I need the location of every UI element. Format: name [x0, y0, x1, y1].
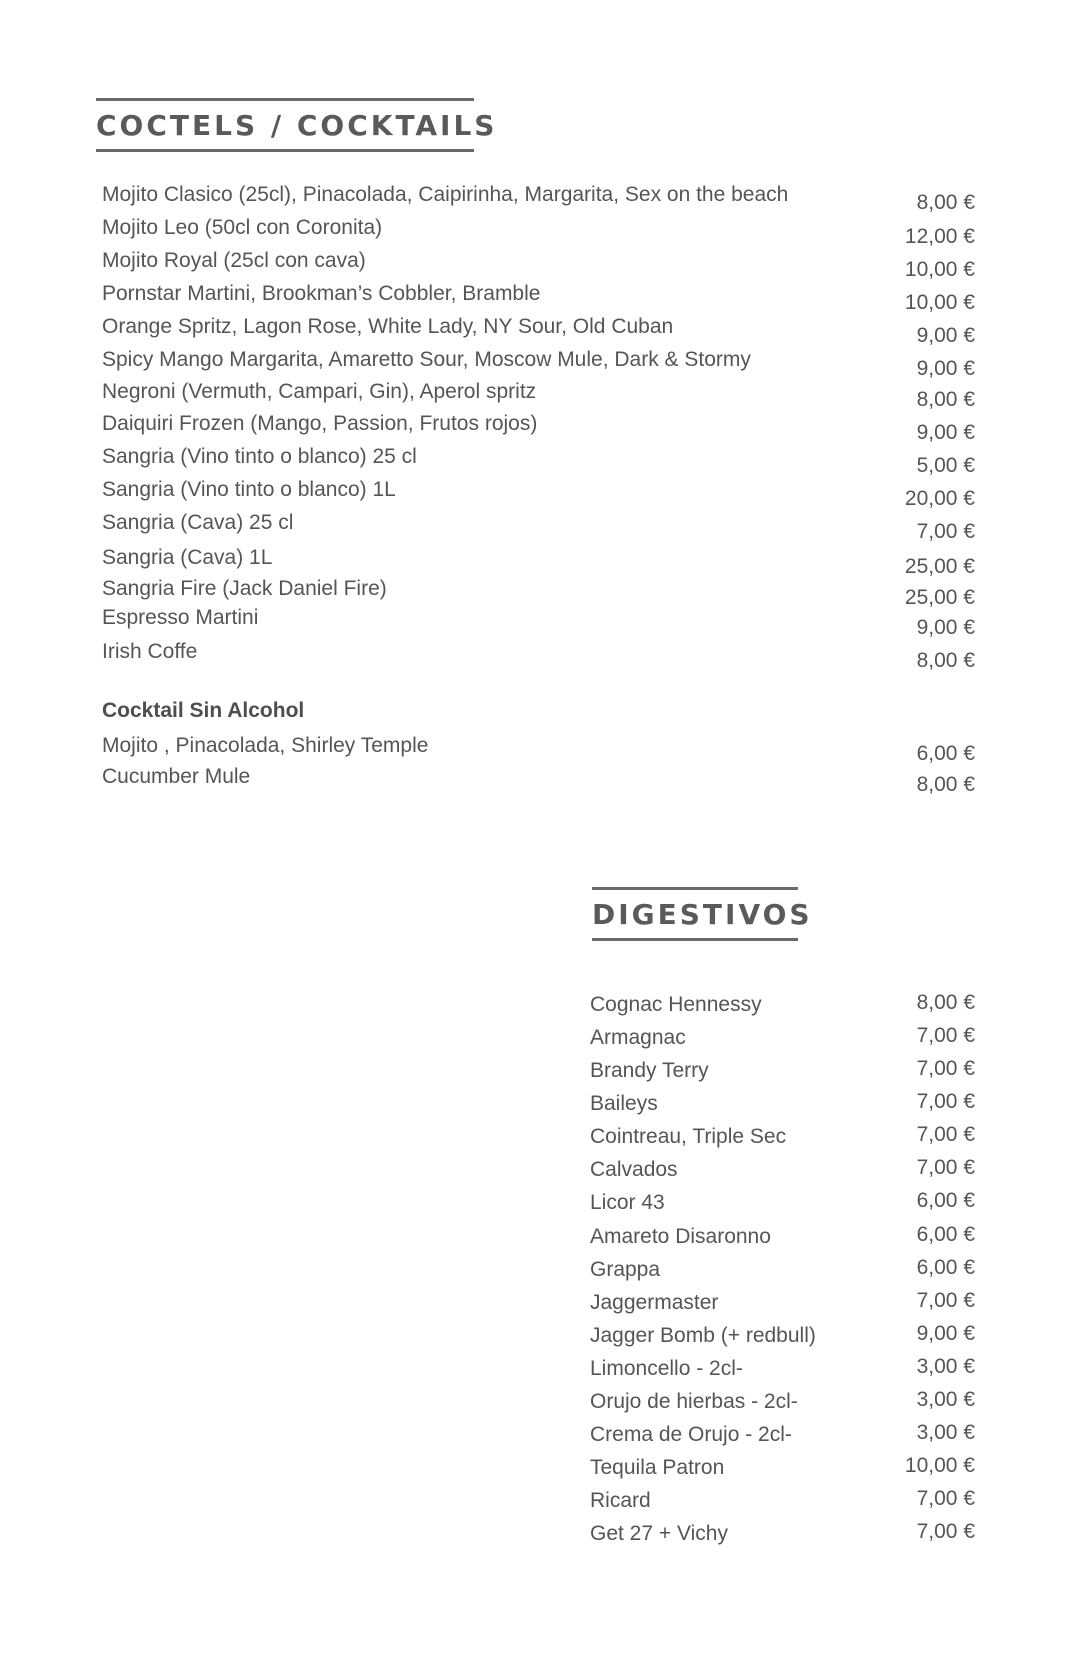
cocktail-item-name: Pornstar Martini, Brookman’s Cobbler, Bramble — [102, 282, 541, 305]
cocktail-item-name: Sangria (Vino tinto o blanco) 25 cl — [102, 445, 417, 468]
cocktail-item-price: 9,00 € — [916, 421, 975, 444]
digestivos-heading: DIGESTIVOS — [592, 887, 798, 941]
cocktail-item-price: 10,00 € — [904, 258, 975, 281]
sin-alcohol-item-price: 8,00 € — [916, 773, 975, 796]
cocktail-item-price: 9,00 € — [916, 357, 975, 380]
cocktail-item-name: Mojito Clasico (25cl), Pinacolada, Caipirinha, Margarita, Sex on the beach — [102, 183, 789, 206]
cocktail-item-name: Sangria (Cava) 1L — [102, 546, 273, 569]
cocktail-item-price: 25,00 € — [904, 555, 975, 578]
digestivo-item-name: Jaggermaster — [590, 1291, 719, 1314]
cocktail-item-price: 12,00 € — [904, 225, 975, 248]
digestivo-item-price: 6,00 € — [916, 1223, 975, 1246]
cocktail-item-name: Orange Spritz, Lagon Rose, White Lady, NY Sour, Old Cuban — [102, 315, 674, 338]
digestivo-item-name: Orujo de hierbas - 2cl- — [590, 1390, 798, 1413]
digestivo-item-price: 3,00 € — [916, 1421, 975, 1444]
digestivo-item-name: Jagger Bomb (+ redbull) — [590, 1324, 816, 1347]
sin-alcohol-heading: Cocktail Sin Alcohol — [102, 699, 305, 722]
cocktail-item-name: Spicy Mango Margarita, Amaretto Sour, Moscow Mule, Dark & Stormy — [102, 348, 751, 371]
digestivo-item-price: 3,00 € — [916, 1355, 975, 1378]
cocktail-item-price: 9,00 € — [916, 616, 975, 639]
digestivo-item-name: Amareto Disaronno — [590, 1225, 771, 1248]
cocktail-item-price: 10,00 € — [904, 291, 975, 314]
digestivo-item-name: Calvados — [590, 1158, 678, 1181]
cocktail-item-name: Irish Coffe — [102, 640, 198, 663]
digestivo-item-name: Crema de Orujo - 2cl- — [590, 1423, 792, 1446]
digestivo-item-price: 7,00 € — [916, 1156, 975, 1179]
digestivo-item-price: 9,00 € — [916, 1322, 975, 1345]
digestivo-item-name: Cognac Hennessy — [590, 993, 762, 1016]
cocktail-item-price: 8,00 € — [916, 649, 975, 672]
digestivo-item-name: Armagnac — [590, 1026, 686, 1049]
digestivo-item-price: 7,00 € — [916, 1487, 975, 1510]
digestivo-item-name: Grappa — [590, 1258, 661, 1281]
digestivo-item-price: 7,00 € — [916, 1057, 975, 1080]
digestivo-item-price: 7,00 € — [916, 1289, 975, 1312]
cocktail-item-name: Mojito Royal (25cl con cava) — [102, 249, 366, 272]
cocktail-item-name: Sangria Fire (Jack Daniel Fire) — [102, 577, 387, 600]
digestivo-item-price: 7,00 € — [916, 1123, 975, 1146]
digestivo-item-price: 8,00 € — [916, 991, 975, 1014]
digestivo-item-price: 6,00 € — [916, 1189, 975, 1212]
cocktail-item-name: Sangria (Vino tinto o blanco) 1L — [102, 478, 396, 501]
digestivo-item-price: 6,00 € — [916, 1256, 975, 1279]
cocktail-item-price: 8,00 € — [916, 388, 975, 411]
digestivo-item-price: 7,00 € — [916, 1090, 975, 1113]
sin-alcohol-item-name: Cucumber Mule — [102, 765, 251, 788]
cocktail-item-price: 8,00 € — [916, 191, 975, 214]
cocktail-item-name: Negroni (Vermuth, Campari, Gin), Aperol spritz — [102, 380, 537, 403]
digestivo-item-name: Baileys — [590, 1092, 658, 1115]
cocktail-item-name: Espresso Martini — [102, 606, 259, 629]
cocktail-item-name: Daiquiri Frozen (Mango, Passion, Frutos rojos) — [102, 412, 538, 435]
digestivo-item-name: Brandy Terry — [590, 1059, 709, 1082]
cocktail-item-price: 25,00 € — [904, 586, 975, 609]
sin-alcohol-item-price: 6,00 € — [916, 742, 975, 765]
digestivo-item-name: Limoncello - 2cl- — [590, 1357, 743, 1380]
digestivo-item-name: Tequila Patron — [590, 1456, 725, 1479]
cocktail-item-price: 5,00 € — [916, 454, 975, 477]
cocktail-item-price: 7,00 € — [916, 520, 975, 543]
cocktails-heading: COCTELS / COCKTAILS — [96, 98, 474, 152]
digestivo-item-price: 10,00 € — [904, 1454, 975, 1477]
cocktail-item-name: Mojito Leo (50cl con Coronita) — [102, 216, 383, 239]
cocktail-item-name: Sangria (Cava) 25 cl — [102, 511, 294, 534]
cocktail-item-price: 9,00 € — [916, 324, 975, 347]
cocktail-item-price: 20,00 € — [904, 487, 975, 510]
digestivo-item-name: Cointreau, Triple Sec — [590, 1125, 787, 1148]
digestivo-item-price: 3,00 € — [916, 1388, 975, 1411]
digestivo-item-name: Get 27 + Vichy — [590, 1522, 728, 1545]
digestivo-item-name: Licor 43 — [590, 1191, 665, 1214]
digestivo-item-price: 7,00 € — [916, 1024, 975, 1047]
digestivo-item-name: Ricard — [590, 1489, 651, 1512]
sin-alcohol-item-name: Mojito , Pinacolada, Shirley Temple — [102, 734, 429, 757]
digestivo-item-price: 7,00 € — [916, 1520, 975, 1543]
